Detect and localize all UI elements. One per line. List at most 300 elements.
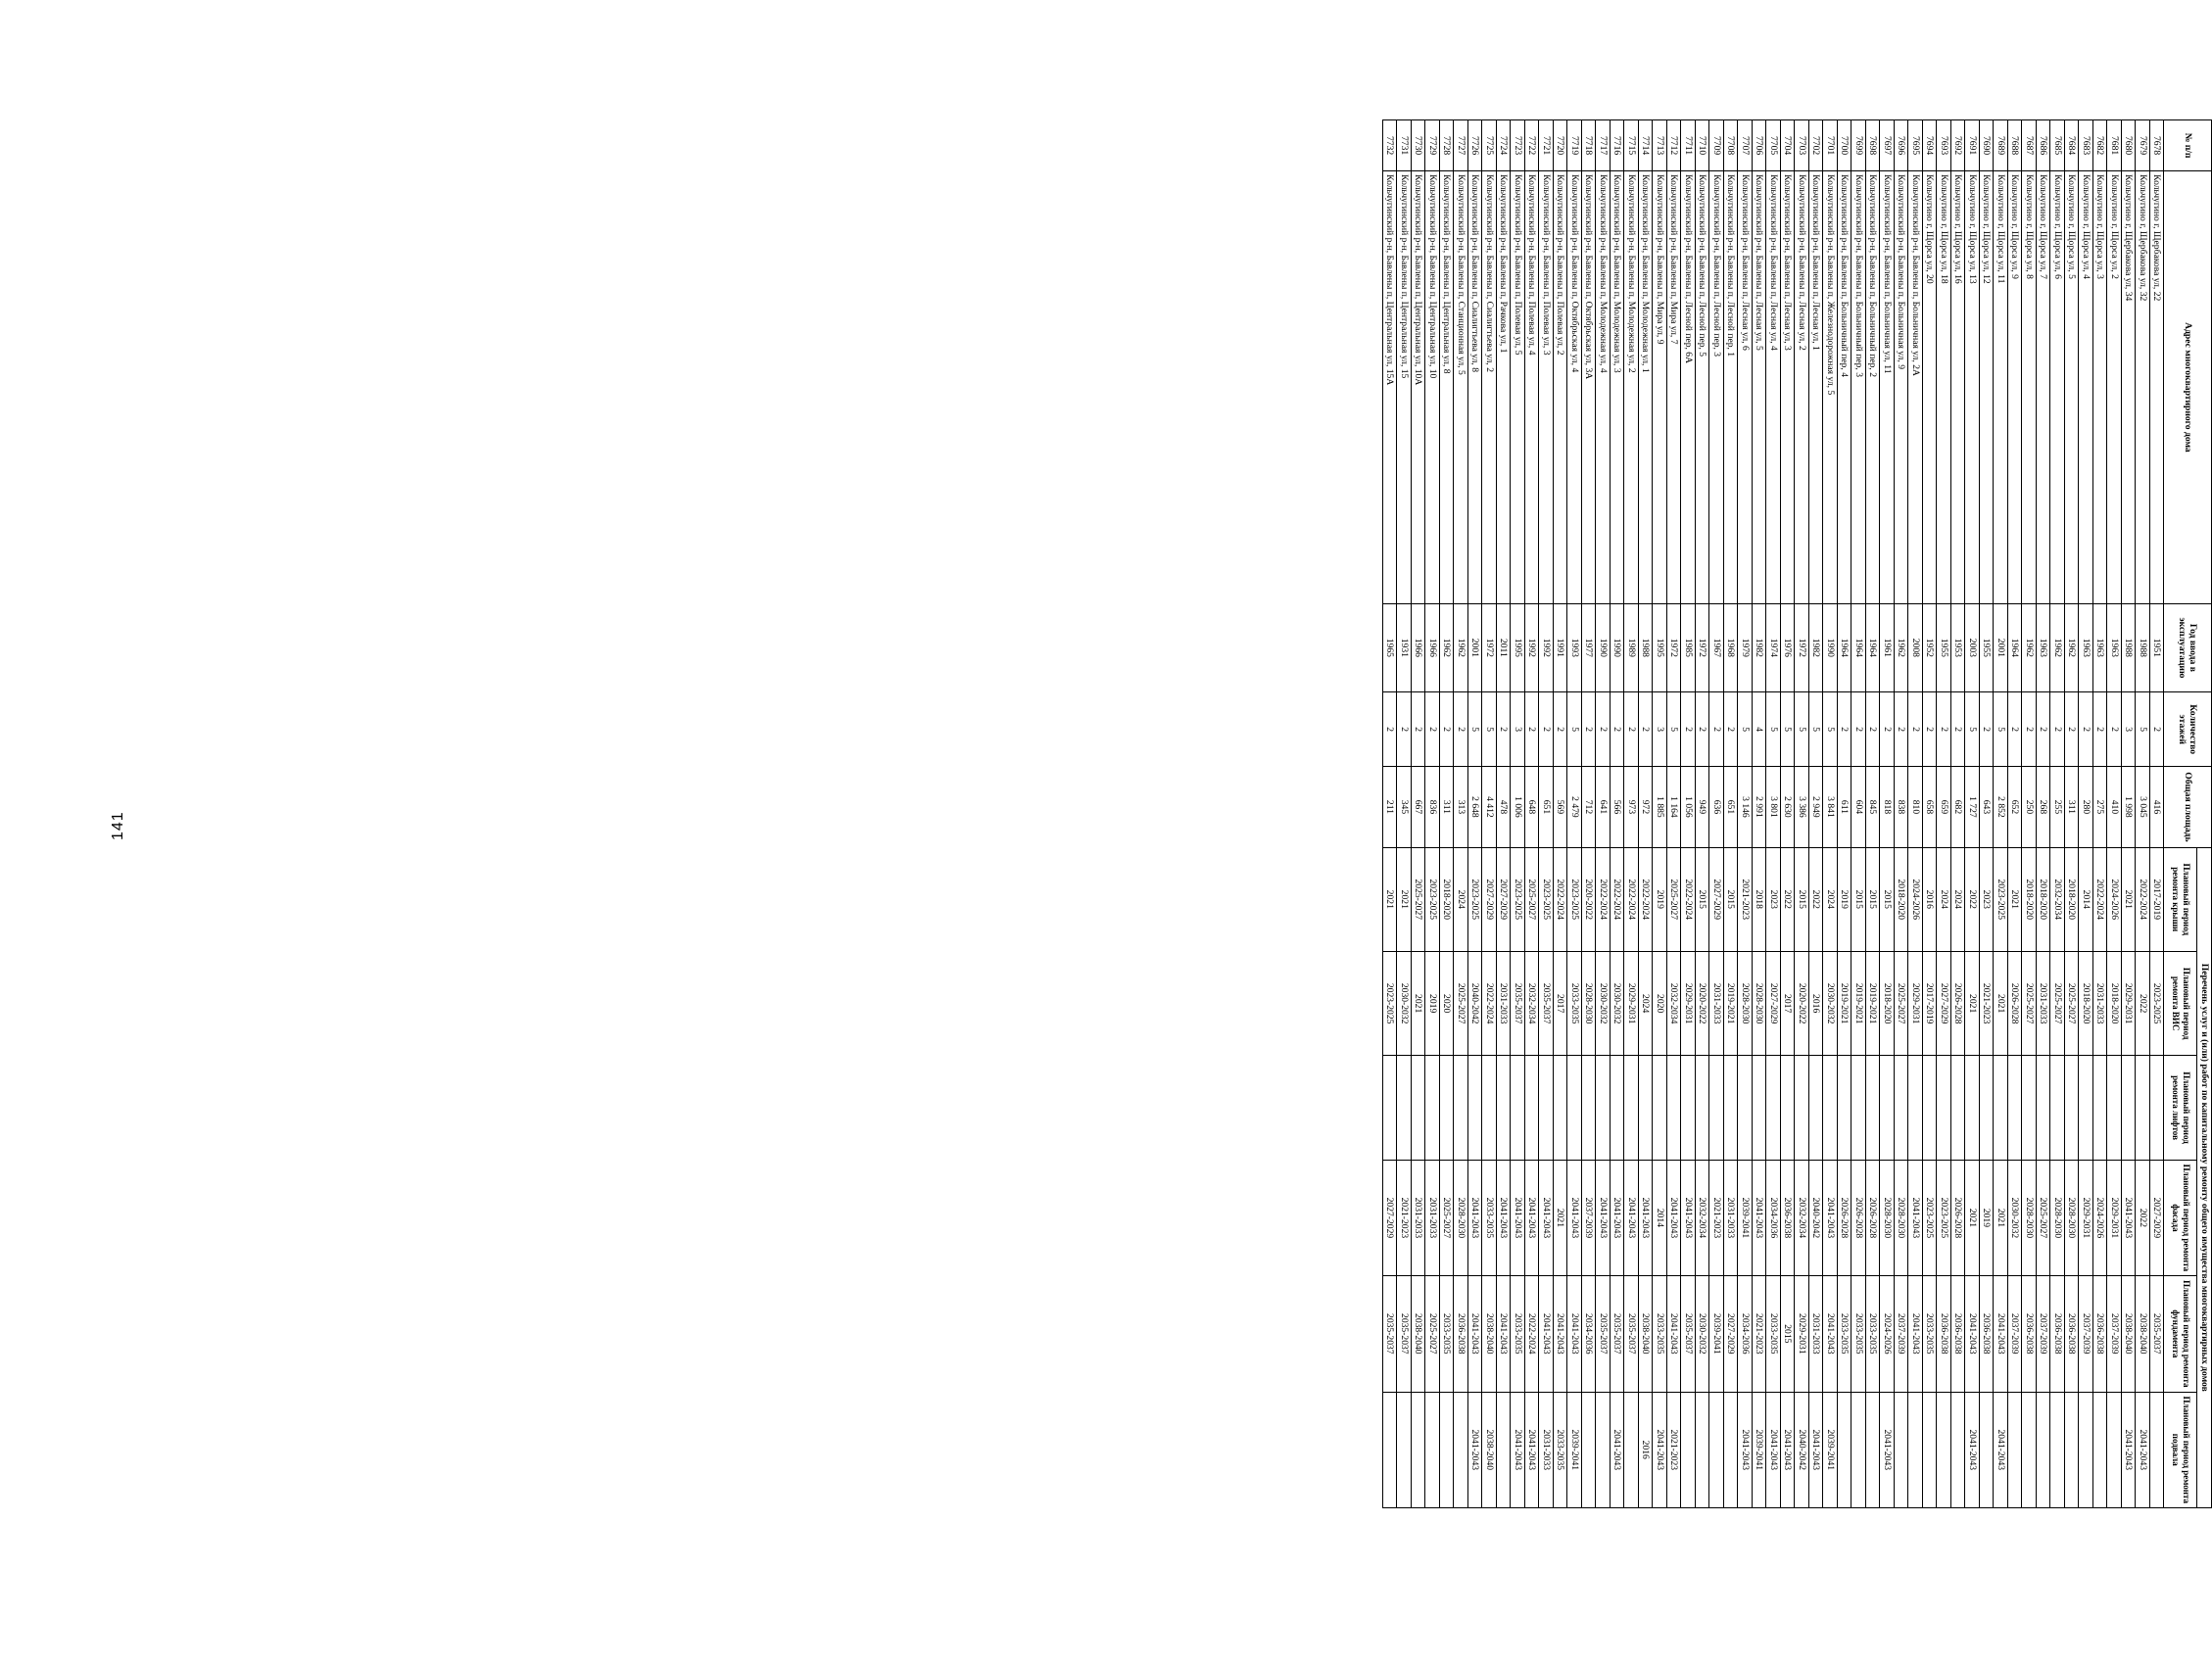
row-facade: 2026-2028 <box>1866 1160 1881 1275</box>
row-vis: 2027-2029 <box>1937 951 1951 1055</box>
row-basement <box>1397 1392 1412 1507</box>
row-vis: 2019 <box>1425 951 1440 1055</box>
row-lift <box>1681 1056 1696 1160</box>
row-basement <box>2107 1392 2122 1507</box>
row-roof: 2015 <box>1866 847 1881 951</box>
row-floors: 2 <box>1895 692 1909 767</box>
table-row <box>2037 120 2051 1508</box>
row-foundation: 2033-2035 <box>1838 1276 1852 1392</box>
row-foundation: 2033-2035 <box>1766 1276 1781 1392</box>
row-year: 1962 <box>1895 603 1909 691</box>
row-foundation: 2035-2037 <box>1596 1276 1611 1392</box>
row-floors: 2 <box>2050 692 2065 767</box>
row-vis: 2030-2032 <box>1611 951 1625 1055</box>
table-row <box>1440 120 1455 1508</box>
row-number: 7732 <box>1383 120 1398 171</box>
row-area: 658 <box>1923 767 1938 847</box>
row-basement <box>1596 1392 1611 1507</box>
rotated-table-frame <box>1364 119 2212 1508</box>
row-facade: 2041-2043 <box>1468 1160 1483 1275</box>
row-basement: 2041-2043 <box>1468 1392 1483 1507</box>
row-vis: 2019-2021 <box>1724 951 1739 1055</box>
row-roof: 2015 <box>1851 847 1866 951</box>
row-lift <box>2050 1056 2065 1160</box>
header-floors: Количество этажей <box>2164 692 2212 767</box>
row-address: Кольчугино г, Щорса ул, 3 <box>2093 171 2108 604</box>
row-floors: 2 <box>1951 692 1966 767</box>
row-basement <box>1454 1392 1468 1507</box>
row-floors: 2 <box>1582 692 1597 767</box>
row-floors: 2 <box>1397 692 1412 767</box>
row-basement <box>2093 1392 2108 1507</box>
row-foundation: 2021-2023 <box>1753 1276 1767 1392</box>
row-number: 7705 <box>1766 120 1781 171</box>
row-area: 973 <box>1624 767 1639 847</box>
row-foundation: 2015 <box>1781 1276 1796 1392</box>
row-floors: 2 <box>2150 692 2165 767</box>
row-year: 1989 <box>1624 603 1639 691</box>
row-floors: 2 <box>1980 692 1995 767</box>
row-facade: 2021 <box>1965 1160 1980 1275</box>
row-foundation: 2041-2043 <box>1554 1276 1568 1392</box>
row-basement <box>1681 1392 1696 1507</box>
row-area: 659 <box>1937 767 1951 847</box>
row-area: 311 <box>1440 767 1455 847</box>
row-lift <box>1766 1056 1781 1160</box>
row-number: 7725 <box>1482 120 1497 171</box>
row-facade: 2041-2043 <box>1596 1160 1611 1275</box>
header-roof: Плановый период ремонта крыши <box>2164 847 2197 951</box>
row-area: 211 <box>1383 767 1398 847</box>
table-row <box>1951 120 1966 1508</box>
row-area: 410 <box>2107 767 2122 847</box>
row-address: Кольчугино г, Щорса ул, 8 <box>2022 171 2037 604</box>
row-lift <box>1851 1056 1866 1160</box>
row-basement <box>1582 1392 1597 1507</box>
row-vis: 2017-2019 <box>1923 951 1938 1055</box>
row-number: 7696 <box>1895 120 1909 171</box>
row-area: 1 727 <box>1965 767 1980 847</box>
table-row <box>2050 120 2065 1508</box>
row-vis: 2025-2027 <box>2022 951 2037 1055</box>
row-area: 836 <box>1425 767 1440 847</box>
row-number: 7688 <box>2008 120 2023 171</box>
table-row <box>1823 120 1838 1508</box>
row-basement <box>1383 1392 1398 1507</box>
row-address: Кольчугинский р-н, Бавлены п, Рачкова ул, 1 <box>1497 171 1512 604</box>
row-vis: 2026-2028 <box>1951 951 1966 1055</box>
row-facade: 2028-2030 <box>1454 1160 1468 1275</box>
row-lift <box>2065 1056 2080 1160</box>
row-roof: 2015 <box>1724 847 1739 951</box>
row-year: 1992 <box>1525 603 1540 691</box>
row-address: Кольчугинский р-н, Бавлены п, Станционная ул, 5 <box>1454 171 1468 604</box>
table-row <box>1908 120 1923 1508</box>
row-year: 1962 <box>2065 603 2080 691</box>
table-row <box>1696 120 1710 1508</box>
table-row <box>1454 120 1468 1508</box>
row-number: 7728 <box>1440 120 1455 171</box>
row-facade: 2028-2030 <box>2065 1160 2080 1275</box>
row-basement <box>1980 1392 1995 1507</box>
row-foundation: 2035-2037 <box>2150 1276 2165 1392</box>
header-year: Год ввода в эксплуатацию <box>2164 603 2212 691</box>
row-year: 1966 <box>1425 603 1440 691</box>
row-area: 2 852 <box>1994 767 2008 847</box>
row-address: Кольчугинский р-н, Бавлены п, Молодежная ул, 3 <box>1611 171 1625 604</box>
row-facade: 2024-2026 <box>2093 1160 2108 1275</box>
row-address: Кольчугино г, Щербакова ул, 32 <box>2136 171 2150 604</box>
row-address: Кольчугино г, Щербакова ул, 34 <box>2122 171 2137 604</box>
row-vis: 2029-2031 <box>1681 951 1696 1055</box>
table-row <box>1980 120 1995 1508</box>
row-basement <box>2037 1392 2051 1507</box>
row-year: 1961 <box>1880 603 1895 691</box>
row-basement: 2038-2040 <box>1482 1392 1497 1507</box>
row-vis: 2022-2024 <box>1482 951 1497 1055</box>
row-basement: 2041-2043 <box>2122 1392 2137 1507</box>
table-row <box>1554 120 1568 1508</box>
row-foundation: 2038-2040 <box>2136 1276 2150 1392</box>
row-facade: 2029-2031 <box>2107 1160 2122 1275</box>
row-lift <box>1908 1056 1923 1160</box>
row-basement: 2039-2041 <box>1823 1392 1838 1507</box>
row-facade: 2026-2028 <box>1838 1160 1852 1275</box>
row-number: 7715 <box>1624 120 1639 171</box>
row-vis: 2029-2031 <box>1624 951 1639 1055</box>
row-foundation: 2041-2043 <box>1567 1276 1582 1392</box>
row-roof: 2024 <box>1454 847 1468 951</box>
row-vis: 2018-2020 <box>2079 951 2093 1055</box>
row-address: Кольчугинский р-н, Бавлены п, Молодежная ул, 2 <box>1624 171 1639 604</box>
row-foundation: 2025-2027 <box>1425 1276 1440 1392</box>
row-floors: 5 <box>1781 692 1796 767</box>
row-year: 1964 <box>1866 603 1881 691</box>
row-year: 1995 <box>1511 603 1525 691</box>
table-row <box>1582 120 1597 1508</box>
row-lift <box>2136 1056 2150 1160</box>
row-year: 1972 <box>1667 603 1682 691</box>
row-vis: 2016 <box>1809 951 1824 1055</box>
row-basement: 2041-2043 <box>1880 1392 1895 1507</box>
row-basement <box>1425 1392 1440 1507</box>
row-address: Кольчугинский р-н, Бавлены п, Центральная ул, 8 <box>1440 171 1455 604</box>
row-lift <box>1838 1056 1852 1160</box>
row-year: 1976 <box>1781 603 1796 691</box>
row-address: Кольчугино г, Щорса ул, 2 <box>2107 171 2122 604</box>
row-floors: 5 <box>1766 692 1781 767</box>
row-number: 7719 <box>1567 120 1582 171</box>
row-facade: 2040-2042 <box>1809 1160 1824 1275</box>
row-year: 1985 <box>1681 603 1696 691</box>
row-roof: 2018 <box>1753 847 1767 951</box>
row-number: 7701 <box>1823 120 1838 171</box>
row-facade: 2039-2041 <box>1738 1160 1753 1275</box>
row-floors: 2 <box>1937 692 1951 767</box>
row-address: Кольчугинский р-н, Бавлены п, Лесной пер, 1 <box>1724 171 1739 604</box>
row-area: 636 <box>1709 767 1724 847</box>
row-roof: 2021 <box>2122 847 2137 951</box>
row-year: 1995 <box>1653 603 1667 691</box>
row-basement: 2041-2043 <box>1738 1392 1753 1507</box>
row-basement: 2041-2043 <box>1965 1392 1980 1507</box>
row-address: Кольчугинский р-н, Бавлены п, Октябрьская ул, 3А <box>1582 171 1597 604</box>
row-number: 7683 <box>2079 120 2093 171</box>
row-lift <box>1383 1056 1398 1160</box>
table-body <box>1383 120 2165 1508</box>
table-row <box>2008 120 2023 1508</box>
row-facade: 2028-2030 <box>1880 1160 1895 1275</box>
row-year: 1931 <box>1397 603 1412 691</box>
row-foundation: 2036-2038 <box>1937 1276 1951 1392</box>
row-facade: 2028-2030 <box>1895 1160 1909 1275</box>
row-floors: 3 <box>1511 692 1525 767</box>
row-number: 7714 <box>1639 120 1654 171</box>
row-number: 7685 <box>2050 120 2065 171</box>
row-lift <box>1397 1056 1412 1160</box>
row-roof: 2018-2020 <box>1440 847 1455 951</box>
row-roof: 2015 <box>1880 847 1895 951</box>
row-basement: 2021-2023 <box>1667 1392 1682 1507</box>
table-row <box>2093 120 2108 1508</box>
row-roof: 2023-2025 <box>1539 847 1554 951</box>
row-foundation: 2034-2036 <box>1738 1276 1753 1392</box>
row-year: 1990 <box>1596 603 1611 691</box>
row-address: Кольчугинский р-н, Бавлены п, Лесная ул, 6 <box>1738 171 1753 604</box>
row-roof: 2022-2024 <box>2093 847 2108 951</box>
row-lift <box>1596 1056 1611 1160</box>
row-floors: 2 <box>2107 692 2122 767</box>
row-floors: 2 <box>1554 692 1568 767</box>
row-area: 280 <box>2079 767 2093 847</box>
table-row <box>1994 120 2008 1508</box>
row-lift <box>1724 1056 1739 1160</box>
row-number: 7694 <box>1923 120 1938 171</box>
row-address: Кольчугинский р-н, Бавлены п, Лесной пер, 6А <box>1681 171 1696 604</box>
row-facade: 2036-2038 <box>1781 1160 1796 1275</box>
row-address: Кольчугинский р-н, Бавлены п, Центральная ул, 15А <box>1383 171 1398 604</box>
row-roof: 2018-2020 <box>1895 847 1909 951</box>
row-lift <box>2079 1056 2093 1160</box>
row-vis: 2020-2022 <box>1795 951 1809 1055</box>
row-floors: 2 <box>1681 692 1696 767</box>
row-floors: 5 <box>1738 692 1753 767</box>
row-vis: 2035-2037 <box>1539 951 1554 1055</box>
row-floors: 5 <box>1823 692 1838 767</box>
table-row <box>1895 120 1909 1508</box>
row-year: 1968 <box>1724 603 1739 691</box>
row-lift <box>1696 1056 1710 1160</box>
row-foundation: 2033-2035 <box>1653 1276 1667 1392</box>
row-address: Кольчугинский р-н, Бавлены п, Полевая ул, 3 <box>1539 171 1554 604</box>
table-row <box>1667 120 1682 1508</box>
table-row <box>1965 120 1980 1508</box>
row-lift <box>1497 1056 1512 1160</box>
row-area: 275 <box>2093 767 2108 847</box>
row-year: 1962 <box>2022 603 2037 691</box>
row-floors: 2 <box>1497 692 1512 767</box>
row-lift <box>1511 1056 1525 1160</box>
row-number: 7689 <box>1994 120 2008 171</box>
row-roof: 2032-2034 <box>2050 847 2065 951</box>
row-floors: 2 <box>1596 692 1611 767</box>
header-vis: Плановый период ремонта ВИС <box>2164 951 2197 1055</box>
row-year: 1974 <box>1766 603 1781 691</box>
table-row <box>1709 120 1724 1508</box>
row-area: 972 <box>1639 767 1654 847</box>
row-facade: 2033-2035 <box>1482 1160 1497 1275</box>
row-foundation: 2041-2043 <box>1468 1276 1483 1392</box>
row-roof: 2025-2027 <box>1525 847 1540 951</box>
row-lift <box>1709 1056 1724 1160</box>
table-row <box>1639 120 1654 1508</box>
row-floors: 2 <box>1908 692 1923 767</box>
row-number: 7723 <box>1511 120 1525 171</box>
row-roof: 2023-2025 <box>1425 847 1440 951</box>
row-basement <box>1923 1392 1938 1507</box>
row-basement: 2041-2043 <box>1994 1392 2008 1507</box>
row-address: Кольчугинский р-н, Бавлены п, Молодежная ул, 4 <box>1596 171 1611 604</box>
row-facade: 2041-2043 <box>1525 1160 1540 1275</box>
row-address: Кольчугинский р-н, Бавлены п, Мира ул, 7 <box>1667 171 1682 604</box>
row-vis: 2027-2029 <box>1766 951 1781 1055</box>
header-area: Общая площадь <box>2164 767 2212 847</box>
row-vis: 2017 <box>1554 951 1568 1055</box>
row-floors: 2 <box>2065 692 2080 767</box>
row-vis: 2023-2025 <box>2150 951 2165 1055</box>
row-roof: 2019 <box>1838 847 1852 951</box>
row-address: Кольчугинский р-н, Бавлены п, Сиалигтьева ул, 8 <box>1468 171 1483 604</box>
row-floors: 4 <box>1753 692 1767 767</box>
row-roof: 2018-2020 <box>2022 847 2037 951</box>
table-row <box>1425 120 1440 1508</box>
row-basement <box>1412 1392 1426 1507</box>
row-basement: 2041-2043 <box>2136 1392 2150 1507</box>
row-number: 7679 <box>2136 120 2150 171</box>
row-foundation: 2024-2026 <box>1880 1276 1895 1392</box>
row-basement: 2016 <box>1639 1392 1654 1507</box>
row-area: 648 <box>1525 767 1540 847</box>
row-year: 1953 <box>1951 603 1966 691</box>
row-basement <box>2065 1392 2080 1507</box>
row-year: 2001 <box>1994 603 2008 691</box>
row-area: 416 <box>2150 767 2165 847</box>
row-foundation: 2034-2036 <box>1582 1276 1597 1392</box>
row-lift <box>1468 1056 1483 1160</box>
row-address: Кольчугинский р-н, Бавлены п, Мира ул, 9 <box>1653 171 1667 604</box>
row-floors: 2 <box>1624 692 1639 767</box>
row-vis: 2025-2027 <box>1454 951 1468 1055</box>
row-vis: 2028-2030 <box>1753 951 1767 1055</box>
row-facade: 2041-2043 <box>1639 1160 1654 1275</box>
row-vis: 2021 <box>1965 951 1980 1055</box>
row-facade: 2031-2033 <box>1724 1160 1739 1275</box>
table-row <box>1624 120 1639 1508</box>
table-row <box>1681 120 1696 1508</box>
row-foundation: 2037-2039 <box>2008 1276 2023 1392</box>
table-row <box>1781 120 1796 1508</box>
row-vis: 2028-2030 <box>1582 951 1597 1055</box>
row-floors: 2 <box>1611 692 1625 767</box>
row-area: 268 <box>2037 767 2051 847</box>
row-number: 7712 <box>1667 120 1682 171</box>
row-area: 3 386 <box>1795 767 1809 847</box>
row-roof: 2022 <box>1809 847 1824 951</box>
row-vis: 2017 <box>1781 951 1796 1055</box>
row-address: Кольчугинский р-н, Бавлены п, Центральная ул, 10А <box>1412 171 1426 604</box>
row-lift <box>1809 1056 1824 1160</box>
row-basement: 2033-2035 <box>1554 1392 1568 1507</box>
row-roof: 2014 <box>2079 847 2093 951</box>
row-number: 7702 <box>1809 120 1824 171</box>
row-area: 643 <box>1980 767 1995 847</box>
row-foundation: 2031-2033 <box>1809 1276 1824 1392</box>
row-basement: 2040-2042 <box>1795 1392 1809 1507</box>
row-vis: 2029-2031 <box>2122 951 2137 1055</box>
row-roof: 2027-2029 <box>1497 847 1512 951</box>
row-roof: 2023 <box>1980 847 1995 951</box>
row-basement <box>1851 1392 1866 1507</box>
row-roof: 2022-2024 <box>1639 847 1654 951</box>
row-basement: 2041-2043 <box>1611 1392 1625 1507</box>
row-year: 1992 <box>1539 603 1554 691</box>
row-vis: 2019-2021 <box>1866 951 1881 1055</box>
row-roof: 2018-2020 <box>2037 847 2051 951</box>
row-area: 2 648 <box>1468 767 1483 847</box>
row-number: 7690 <box>1980 120 1995 171</box>
header-address: Адрес многоквартирного дома <box>2164 171 2212 604</box>
row-year: 1962 <box>2050 603 2065 691</box>
row-basement <box>2150 1392 2165 1507</box>
row-number: 7706 <box>1753 120 1767 171</box>
row-foundation: 2037-2039 <box>1895 1276 1909 1392</box>
row-number: 7713 <box>1653 120 1667 171</box>
row-vis: 2019-2021 <box>1851 951 1866 1055</box>
row-area: 604 <box>1851 767 1866 847</box>
row-basement <box>1497 1392 1512 1507</box>
row-basement <box>1709 1392 1724 1507</box>
row-year: 1955 <box>1980 603 1995 691</box>
row-foundation: 2033-2035 <box>1440 1276 1455 1392</box>
row-roof: 2022-2024 <box>1681 847 1696 951</box>
row-address: Кольчугинский р-н, Бавлены п, Сиалигтьева ул, 2 <box>1482 171 1497 604</box>
page-number: 141 <box>110 811 126 840</box>
row-address: Кольчугино г, Щорса ул, 20 <box>1923 171 1938 604</box>
row-address: Кольчугино г, Щорса ул, 18 <box>1937 171 1951 604</box>
row-floors: 2 <box>2037 692 2051 767</box>
row-foundation: 2022-2024 <box>1525 1276 1540 1392</box>
row-roof: 2024 <box>1823 847 1838 951</box>
row-foundation: 2041-2043 <box>1667 1276 1682 1392</box>
row-year: 1979 <box>1738 603 1753 691</box>
row-lift <box>1738 1056 1753 1160</box>
row-roof: 2021-2023 <box>1738 847 1753 951</box>
row-basement <box>2079 1392 2093 1507</box>
row-floors: 2 <box>1724 692 1739 767</box>
row-lift <box>1880 1056 1895 1160</box>
row-floors: 2 <box>2093 692 2108 767</box>
row-number: 7708 <box>1724 120 1739 171</box>
row-year: 1967 <box>1709 603 1724 691</box>
row-floors: 5 <box>1795 692 1809 767</box>
row-facade: 2041-2043 <box>1511 1160 1525 1275</box>
row-floors: 2 <box>1412 692 1426 767</box>
row-number: 7680 <box>2122 120 2137 171</box>
row-number: 7693 <box>1937 120 1951 171</box>
row-address: Кольчугинский р-н, Бавлены п, Лесная ул, 1 <box>1809 171 1824 604</box>
row-floors: 2 <box>1838 692 1852 767</box>
row-number: 7700 <box>1838 120 1852 171</box>
